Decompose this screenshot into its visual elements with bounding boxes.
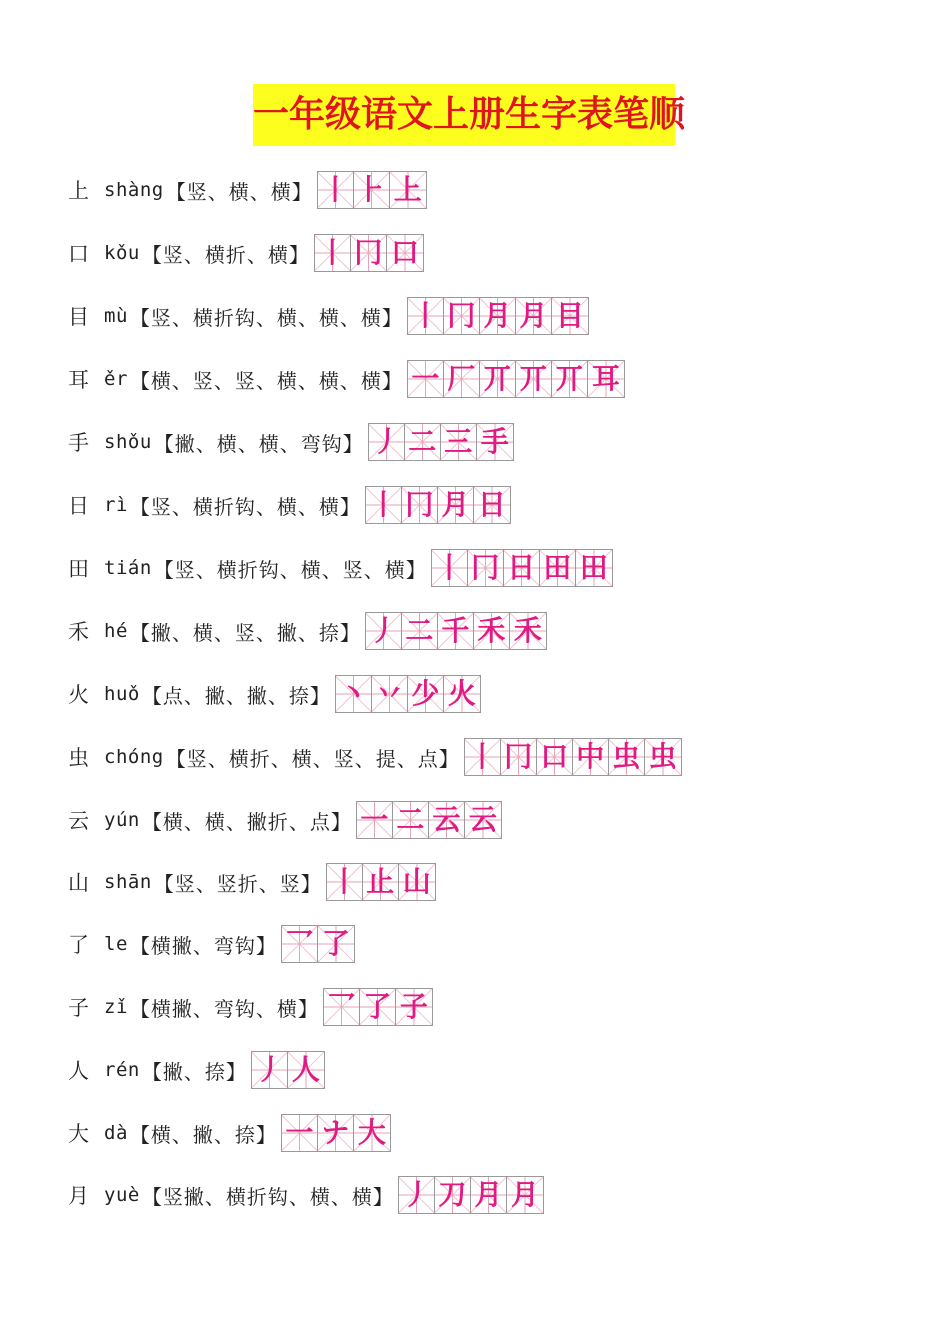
stroke-step-glyph: 一 xyxy=(360,803,389,836)
stroke-step-cell xyxy=(480,298,516,334)
character-row xyxy=(68,1113,391,1153)
stroke-step-glyph: 一 xyxy=(285,1116,314,1149)
stroke-step-cell xyxy=(429,802,465,838)
stroke-names: 【撇、横、横、弯钩】 xyxy=(153,431,364,456)
pinyin: shàng xyxy=(104,179,164,201)
character: 目 xyxy=(68,305,89,329)
stroke-step-cell xyxy=(432,550,468,586)
stroke-step-glyph: 日 xyxy=(507,551,536,584)
stroke-names: 【横、竖、竖、横、横、横】 xyxy=(129,368,403,393)
stroke-step-cell xyxy=(441,424,477,460)
stroke-step-glyph: 丨 xyxy=(369,488,398,521)
stroke-step-glyph: 月 xyxy=(483,299,512,332)
stroke-step-cell xyxy=(318,1115,354,1151)
stroke-step-glyph: 丨 xyxy=(435,551,464,584)
stroke-step-cell xyxy=(573,739,609,775)
stroke-names: 【竖、横、横】 xyxy=(165,179,313,204)
stroke-step-cell xyxy=(369,424,405,460)
character-row xyxy=(68,1050,325,1090)
character-row xyxy=(68,233,424,273)
stroke-order-grid xyxy=(431,549,613,587)
stroke-step-glyph: 了 xyxy=(363,990,392,1023)
stroke-step-cell xyxy=(360,989,396,1025)
character: 云 xyxy=(68,809,89,833)
stroke-step-glyph: 丿 xyxy=(402,1178,431,1211)
pinyin: rén xyxy=(104,1059,140,1081)
stroke-step-cell xyxy=(366,487,402,523)
stroke-step-glyph: 月 xyxy=(474,1178,503,1211)
stroke-step-cell xyxy=(363,864,399,900)
stroke-step-cell xyxy=(507,1177,543,1213)
stroke-step-glyph: 二 xyxy=(405,614,434,647)
pinyin: zǐ xyxy=(104,996,128,1018)
stroke-step-glyph: 二 xyxy=(408,425,437,458)
stroke-order-grid xyxy=(323,988,433,1026)
stroke-step-cell xyxy=(477,424,513,460)
stroke-step-glyph: 二 xyxy=(396,803,425,836)
stroke-step-glyph: ⺊ xyxy=(357,173,386,206)
stroke-step-cell xyxy=(588,361,624,397)
stroke-order-grid xyxy=(407,360,625,398)
stroke-order-grid xyxy=(251,1051,325,1089)
stroke-step-glyph: 手 xyxy=(480,425,509,458)
pinyin: le xyxy=(104,933,128,955)
stroke-step-glyph: 刀 xyxy=(438,1178,467,1211)
stroke-step-glyph: 中 xyxy=(576,740,605,773)
stroke-step-glyph: 上 xyxy=(393,173,422,206)
stroke-order-grid xyxy=(326,863,436,901)
stroke-step-glyph: 丨 xyxy=(321,173,350,206)
stroke-step-glyph: 乛 xyxy=(327,990,356,1023)
character-row xyxy=(68,987,433,1027)
stroke-names: 【横、撇、捺】 xyxy=(129,1122,277,1147)
pinyin: ěr xyxy=(104,368,128,390)
stroke-names: 【撇、捺】 xyxy=(141,1059,247,1084)
character: 子 xyxy=(68,996,89,1020)
stroke-names: 【竖、横折、横、竖、提、点】 xyxy=(165,746,460,771)
stroke-step-cell xyxy=(552,361,588,397)
stroke-step-glyph: ナ xyxy=(321,1116,350,1149)
stroke-step-cell xyxy=(540,550,576,586)
stroke-names: 【竖、竖折、竖】 xyxy=(153,871,322,896)
stroke-step-cell xyxy=(471,1177,507,1213)
stroke-step-glyph: 丶 xyxy=(339,677,368,710)
character: 口 xyxy=(68,242,89,266)
stroke-step-glyph: 山 xyxy=(402,865,431,898)
stroke-step-glyph: 口 xyxy=(390,236,419,269)
pinyin: huǒ xyxy=(104,683,140,705)
stroke-step-cell xyxy=(402,613,438,649)
stroke-step-glyph: 耳 xyxy=(591,362,620,395)
stroke-step-cell xyxy=(468,550,504,586)
character: 田 xyxy=(68,557,89,581)
pinyin: rì xyxy=(104,494,128,516)
stroke-order-grid xyxy=(464,738,682,776)
stroke-step-cell xyxy=(405,424,441,460)
stroke-order-grid xyxy=(356,801,502,839)
stroke-step-cell xyxy=(402,487,438,523)
stroke-names: 【撇、横、竖、撇、捺】 xyxy=(129,620,361,645)
character-row xyxy=(68,296,589,336)
character-row xyxy=(68,170,427,210)
stroke-step-cell xyxy=(282,1115,318,1151)
stroke-step-glyph: 虫 xyxy=(648,740,677,773)
stroke-step-cell xyxy=(327,864,363,900)
character: 人 xyxy=(68,1059,89,1083)
character: 火 xyxy=(68,683,89,707)
character-row xyxy=(68,924,355,964)
stroke-names: 【横撇、弯钩】 xyxy=(129,933,277,958)
stroke-step-glyph: 冂 xyxy=(447,299,476,332)
stroke-step-glyph: 月 xyxy=(510,1178,539,1211)
pinyin: kǒu xyxy=(104,242,140,264)
stroke-step-cell xyxy=(393,802,429,838)
stroke-step-glyph: 田 xyxy=(579,551,608,584)
stroke-step-glyph: 一 xyxy=(411,362,440,395)
stroke-names: 【竖、横折钩、横、竖、横】 xyxy=(153,557,427,582)
pinyin: hé xyxy=(104,620,128,642)
stroke-step-cell xyxy=(315,235,351,271)
stroke-step-cell xyxy=(318,926,354,962)
stroke-step-glyph: 了 xyxy=(321,927,350,960)
character: 月 xyxy=(68,1184,89,1208)
stroke-step-glyph: 大 xyxy=(357,1116,386,1149)
stroke-order-grid xyxy=(365,486,511,524)
stroke-step-cell xyxy=(510,613,546,649)
stroke-step-cell xyxy=(372,676,408,712)
stroke-step-cell xyxy=(537,739,573,775)
stroke-order-grid xyxy=(335,675,481,713)
stroke-step-glyph: 丷 xyxy=(375,677,404,710)
stroke-step-cell xyxy=(552,298,588,334)
stroke-step-glyph: 三 xyxy=(444,425,473,458)
character: 虫 xyxy=(68,746,89,770)
character: 了 xyxy=(68,933,89,957)
stroke-step-cell xyxy=(516,361,552,397)
character: 上 xyxy=(68,179,89,203)
stroke-order-grid xyxy=(365,612,547,650)
stroke-step-cell xyxy=(576,550,612,586)
character-row xyxy=(68,862,436,902)
stroke-step-cell xyxy=(444,676,480,712)
stroke-step-glyph: 禾 xyxy=(513,614,542,647)
stroke-step-glyph: 虫 xyxy=(612,740,641,773)
stroke-names: 【横撇、弯钩、横】 xyxy=(129,996,319,1021)
character-row xyxy=(68,800,502,840)
pinyin: mù xyxy=(104,305,128,327)
character-row xyxy=(68,737,682,777)
character-row xyxy=(68,674,481,714)
stroke-step-glyph: 止 xyxy=(366,865,395,898)
stroke-order-grid xyxy=(314,234,424,272)
stroke-names: 【横、横、撇折、点】 xyxy=(141,809,352,834)
stroke-step-cell xyxy=(318,172,354,208)
stroke-step-cell xyxy=(645,739,681,775)
stroke-step-cell xyxy=(474,487,510,523)
stroke-names: 【点、撇、撇、捺】 xyxy=(141,683,331,708)
stroke-step-cell xyxy=(390,172,426,208)
stroke-step-glyph: 日 xyxy=(477,488,506,521)
stroke-step-glyph: 冂 xyxy=(354,236,383,269)
stroke-names: 【竖、横折钩、横、横】 xyxy=(129,494,361,519)
stroke-order-grid xyxy=(317,171,427,209)
stroke-step-glyph: 目 xyxy=(555,299,584,332)
stroke-step-glyph: 云 xyxy=(468,803,497,836)
stroke-step-cell xyxy=(444,361,480,397)
stroke-step-cell xyxy=(399,864,435,900)
stroke-step-glyph: 冂 xyxy=(471,551,500,584)
character-row xyxy=(68,611,547,651)
stroke-step-cell xyxy=(408,361,444,397)
stroke-step-cell xyxy=(408,298,444,334)
character: 禾 xyxy=(68,620,89,644)
stroke-step-cell xyxy=(465,802,501,838)
stroke-step-cell xyxy=(252,1052,288,1088)
pinyin: yuè xyxy=(104,1184,140,1206)
pinyin: shǒu xyxy=(104,431,152,453)
stroke-step-cell xyxy=(438,487,474,523)
stroke-order-grid xyxy=(281,1114,391,1152)
stroke-step-glyph: 丌 xyxy=(519,362,548,395)
stroke-order-grid xyxy=(407,297,589,335)
stroke-step-glyph: 千 xyxy=(441,614,470,647)
stroke-step-cell xyxy=(609,739,645,775)
stroke-order-grid xyxy=(281,925,355,963)
stroke-step-cell xyxy=(354,172,390,208)
character: 山 xyxy=(68,871,89,895)
pinyin: yún xyxy=(104,809,140,831)
character: 大 xyxy=(68,1122,89,1146)
stroke-step-cell xyxy=(435,1177,471,1213)
stroke-names: 【竖撇、横折钩、横、横】 xyxy=(141,1184,394,1209)
stroke-step-glyph: 月 xyxy=(441,488,470,521)
stroke-step-cell xyxy=(351,235,387,271)
stroke-step-cell xyxy=(501,739,537,775)
stroke-step-glyph: 人 xyxy=(291,1053,320,1086)
stroke-step-cell xyxy=(444,298,480,334)
stroke-step-glyph: 丿 xyxy=(372,425,401,458)
character: 耳 xyxy=(68,368,89,392)
stroke-step-cell xyxy=(399,1177,435,1213)
character-row xyxy=(68,422,514,462)
stroke-step-cell xyxy=(438,613,474,649)
stroke-step-cell xyxy=(324,989,360,1025)
stroke-step-glyph: 子 xyxy=(399,990,428,1023)
character: 手 xyxy=(68,431,89,455)
stroke-step-glyph: 禾 xyxy=(477,614,506,647)
stroke-step-cell xyxy=(366,613,402,649)
stroke-step-glyph: 冂 xyxy=(504,740,533,773)
stroke-step-cell xyxy=(288,1052,324,1088)
character-row xyxy=(68,485,511,525)
stroke-step-glyph: 火 xyxy=(447,677,476,710)
stroke-step-glyph: 丿 xyxy=(255,1053,284,1086)
stroke-step-cell xyxy=(387,235,423,271)
stroke-step-glyph: 云 xyxy=(432,803,461,836)
stroke-step-cell xyxy=(396,989,432,1025)
stroke-step-glyph: 冂 xyxy=(405,488,434,521)
stroke-step-glyph: 少 xyxy=(411,677,440,710)
stroke-order-grid xyxy=(398,1176,544,1214)
stroke-step-cell xyxy=(480,361,516,397)
stroke-step-cell xyxy=(504,550,540,586)
stroke-step-glyph: 乛 xyxy=(285,927,314,960)
stroke-step-cell xyxy=(282,926,318,962)
pinyin: chóng xyxy=(104,746,164,768)
stroke-step-glyph: 丌 xyxy=(555,362,584,395)
character: 日 xyxy=(68,494,89,518)
character-row xyxy=(68,359,625,399)
stroke-step-cell xyxy=(336,676,372,712)
stroke-step-glyph: 口 xyxy=(540,740,569,773)
stroke-names: 【竖、横折、横】 xyxy=(141,242,310,267)
stroke-step-glyph: 丿 xyxy=(369,614,398,647)
stroke-step-glyph: 月 xyxy=(519,299,548,332)
stroke-step-cell xyxy=(354,1115,390,1151)
character-row xyxy=(68,1175,544,1215)
pinyin: shān xyxy=(104,871,152,893)
stroke-step-cell xyxy=(357,802,393,838)
stroke-step-glyph: 丨 xyxy=(318,236,347,269)
stroke-step-cell xyxy=(516,298,552,334)
stroke-step-glyph: 丨 xyxy=(330,865,359,898)
pinyin: dà xyxy=(104,1122,128,1144)
stroke-step-cell xyxy=(408,676,444,712)
stroke-step-cell xyxy=(465,739,501,775)
stroke-step-glyph: 丌 xyxy=(483,362,512,395)
stroke-step-glyph: 丨 xyxy=(411,299,440,332)
stroke-step-glyph: 田 xyxy=(543,551,572,584)
character-row xyxy=(68,548,613,588)
stroke-order-grid xyxy=(368,423,514,461)
page-title: 一年级语文上册生字表笔顺 xyxy=(253,84,675,146)
stroke-step-cell xyxy=(474,613,510,649)
pinyin: tián xyxy=(104,557,152,579)
stroke-step-glyph: 丨 xyxy=(468,740,497,773)
stroke-names: 【竖、横折钩、横、横、横】 xyxy=(129,305,403,330)
stroke-step-glyph: 厂 xyxy=(447,362,476,395)
